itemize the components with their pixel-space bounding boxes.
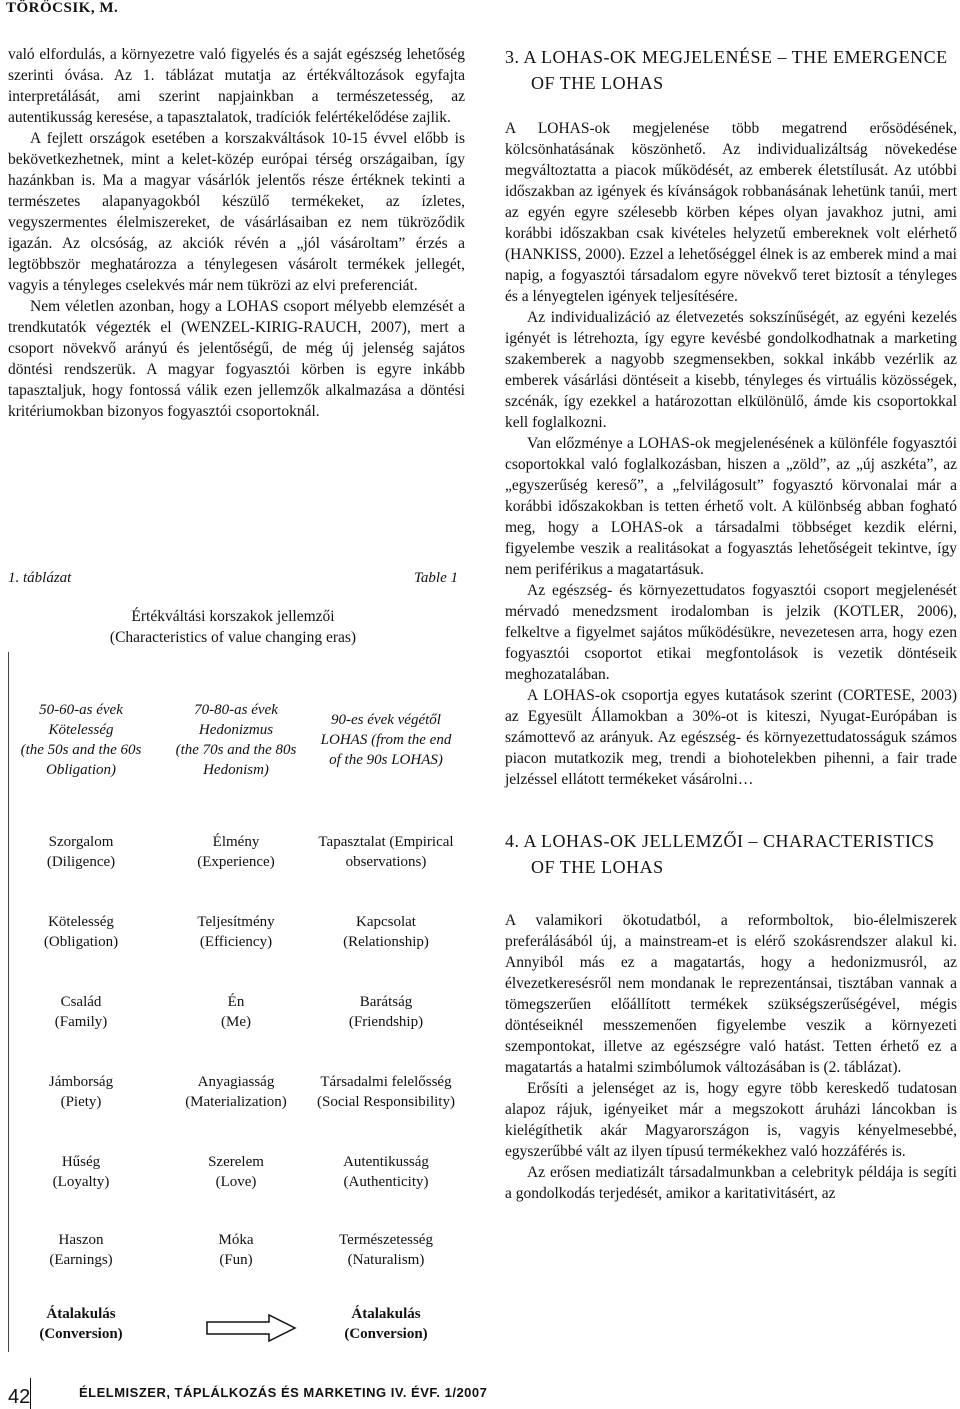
table-cell-line: (Family) [54, 1014, 108, 1030]
table-cell [161, 832, 311, 872]
table-cell [311, 1230, 461, 1270]
table-cell-line: (Social Responsibility) [317, 1094, 455, 1110]
table-cell-line: Jámborság [48, 1074, 114, 1090]
table-cell-line: (Loyalty) [52, 1174, 110, 1190]
table-cell-line: Átalakulás [351, 1306, 421, 1322]
right-column [505, 44, 957, 1204]
table-cell [161, 912, 311, 952]
table-cell-line: (Diligence) [46, 854, 116, 870]
table-cell [311, 912, 461, 952]
table-cell-line: Teljesítmény [197, 914, 275, 930]
table-cell-line: Hűség [61, 1154, 101, 1170]
table-cell-line: (Materialization) [185, 1094, 287, 1110]
page-number: 42 [8, 1386, 31, 1408]
table-header-cell [11, 700, 151, 780]
paragraph: Erősíti a jelenséget az is, hogy egyre több kereskedő tudatosan alapoz rájuk, igényeiket már a megszokott áruházi láncokban is kielégíthetik akár Magyarországon is, vagyis kényelmesebbé, egyszerűbbé vált az ilyen típusú termékekhez való hozzáférés is. [505, 1080, 957, 1160]
table-cell-line: Kapcsolat [356, 914, 416, 930]
table-cell-line: (Efficiency) [199, 934, 273, 950]
table-cell-line: (Obligation) [43, 934, 119, 950]
table-cell-line: Társadalmi felelősség [320, 1074, 452, 1090]
paragraph: A fejlett országok esetében a korszakváltások 10-15 évvel előbb is bekövetkezhetnek, mint a kelet-közép európai térség országaiban, így hazánkban is. Ma a magyar vásárlók jelentős része értéknek tekinti a természetes alapanyagokból készülő termékeket, az ízletes, vegyszermentes élelmiszereket, de vásárlásaiban ez nem tükröződik igazán. Az olcsóság, az akciók révén a „jól vásároltam” érzés a legtöbbször meghatározza a ténylegesen vásárolt termékek jellegét, vagyis a tényleges cselekvés már nem tükrözi az elvi preferenciát. [8, 130, 465, 294]
table-cell [11, 1152, 151, 1192]
paragraph: Az erősen mediatizált társadalmunkban a celebrityk példája is segíti a gondolkodás terjedését, amikor a karitativitásért, az [505, 1164, 957, 1202]
table-header-cell [161, 700, 311, 780]
table-cell-line: 90-es évek végétől [331, 712, 441, 728]
table-cell-line: LOHAS (from the end [320, 732, 452, 748]
footer-divider [30, 1378, 31, 1409]
table-cell-line: Szerelem [208, 1154, 264, 1170]
table-cell-line: (Love) [215, 1174, 257, 1190]
paragraph: Az egészség- és környezettudatos fogyasztói csoport megjelenését mérvadó menedzsment irodalomban is jelzik (KOTLER, 2006), felkeltve a figyelmet sajátos működésükre, nevezetesen arra, hogy ezen fogyasztói csoportot etikai megfontolások is vezetik döntéseik meghozatalában. [505, 582, 957, 683]
paragraph: Az individualizáció az életvezetés sokszínűségét, az egyéni kezelés igényét is létrehozta, így egyre kevésbé gondolkodhatnak a marketing szakemberek a nagyobb szegmensekben, sokkal inkább vezérlik az emberek vásárlási döntéseit a kisebb, tényleges és virtuális közösségek, szcénák, így ezekkel a határozottan elkülönülő, ámde kis csoportokkal kell foglalkozni. [505, 309, 957, 431]
table-cell-line: 70-80-as évek [194, 702, 278, 718]
table-cell-line: observations) [345, 854, 427, 870]
table-cell [161, 1230, 311, 1270]
table-cell-line: Család [60, 994, 102, 1010]
table-cell-line: (Friendship) [348, 1014, 424, 1030]
table-cell-line: Tapasztalat (Empirical [318, 834, 454, 850]
table-cell [11, 1072, 151, 1112]
table-cell-line: Haszon [58, 1232, 104, 1248]
paragraph: Nem véletlen azonban, hogy a LOHAS csoport mélyebb elemzését a trendkutatók végezték el (WENZEL-KIRIG-RAUCH, 2007), mert a csoport növekvő arányú és jelentőségű, de még új jelenség sajátos döntési rendszerük. A magyar fogyasztói körben is egyre inkább tapasztaljuk, hogy fontossá válik ezen jellemzők alkalmazása a döntési kritériumokban bizonyos fogyasztói csoportoknál. [8, 298, 465, 420]
table-cell-line: Hedonism) [203, 762, 269, 778]
table-caption-hu: 1. táblázat [8, 570, 72, 586]
table-cell-line: of the 90s LOHAS) [329, 752, 443, 768]
table-cell-line: Én [227, 994, 245, 1010]
table-cell-line: (Authenticity) [343, 1174, 429, 1190]
table-cell-line: (the 70s and the 80s [175, 742, 297, 758]
table-cell [311, 832, 461, 872]
conversion-arrow-icon [205, 1313, 297, 1343]
table-cell [11, 1230, 151, 1270]
journal-footer: ÉLELMISZER, TÁPLÁLKOZÁS ÉS MARKETING IV. ÉVF. 1/2007 [79, 1385, 488, 1400]
table-caption-en: Table 1 [413, 570, 458, 586]
paragraph: való elfordulás, a környezetre való figyelés és a saját egészség lehetőség szerinti óvása. Az 1. táblázat mutatja az értékváltozások egyfajta interpretálását, ami szerint napjainkban a természetesség, az autentikusság keresése, a tapasztalatok, tradíciók felértékelődése zajlik. [8, 46, 465, 126]
table-cell [11, 992, 151, 1032]
table-cell-line: (Earnings) [49, 1252, 113, 1268]
table-cell-line: (Conversion) [39, 1326, 123, 1342]
table-cell [11, 912, 151, 952]
paragraph: A LOHAS-ok megjelenése több megatrend erősödésének, kölcsönhatásának köszönhető. Az individualizáltság növekedése megváltoztatta a piacok működését, az emberek életstílusát. Az utóbbi időszakban az igények és kívánságok robbanásának lehetünk tanúi, mert az egyén egyre szélesebb körben képes olyan javakhoz jutni, ami korábbi időszakban csak kivételes helyzetű embereknek volt elérhető (HANKISS, 2000). Ezzel a lehetőséggel élnek is az emberek mind a mai napig, a fogyasztói társadalom egyre növekvő teret biztosít a tényleges és a lényegtelen igények teljesítésére. [505, 120, 957, 305]
table-cell-line: (Fun) [219, 1252, 253, 1268]
section-4-title: 4. A LOHAS-OK JELLEMZŐI – CHARACTERISTICS OF THE LOHAS [505, 831, 935, 877]
table-header-cell [311, 710, 461, 770]
table-cell-line: (the 50s and the 60s [20, 742, 142, 758]
table-cell-line: (Piety) [60, 1094, 102, 1110]
conversion-label [311, 1304, 461, 1344]
table-title-en: (Characteristics of value changing eras) [109, 629, 357, 646]
left-column [8, 44, 465, 422]
table-cell-line: (Conversion) [344, 1326, 428, 1342]
table-cell-line: (Experience) [197, 854, 275, 870]
paragraph: A valamikori ökotudatból, a reformboltok, bio-élelmiszerek preferálásából új, a mainstream-et is elérő szokásrendszer alakul ki. Annyiból más ez a magatartás, hogy a hedonizmusról, az élvezetkeresésről nem mondanak le reprezentánsai, tisztában vannak a tömegszerűen előállított termékek szükségszerűségével, mégis döntéseiknél messzemenően figyelembe veszik a környezeti szempontokat, illetve az egészségre való hatást. Tetten érhető ez a magatartás a hatalmi szimbólumok változásában is (2. táblázat). [505, 912, 957, 1076]
table-cell [161, 992, 311, 1032]
table-cell-line: (Naturalism) [347, 1252, 425, 1268]
table-cell-line: Kötelesség [48, 722, 114, 738]
table-cell-line: Kötelesség [48, 914, 114, 930]
table-cell-line: Anyagiasság [197, 1074, 275, 1090]
table-cell [311, 992, 461, 1032]
table-cell [161, 1072, 311, 1112]
section-3-title: 3. A LOHAS-OK MEGJELENÉSE – THE EMERGENCE OF THE LOHAS [505, 47, 948, 93]
table-cell [311, 1072, 461, 1112]
paragraph: Van előzménye a LOHAS-ok megjelenésének a különféle fogyasztói csoportokkal való foglalkozásban, hiszen a „zöld”, az „új aszkéta”, az „egyszerűség kereső”, a „felvilágosult” fogyasztó körvonalai már a korábbi időszakokban is tetten érhető volt. A különbség abban fogható meg, hogy a LOHAS-ok a társadalmi többséget kezdik elérni, figyelembe veszik a realitásokat a fogyasztás lehetőségeit tekintve, így nem periférikus a magatartásuk. [505, 435, 957, 578]
table-cell-line: Természetesség [339, 1232, 433, 1248]
table-cell-line: Autentikusság [343, 1154, 429, 1170]
table-cell-line: Élmény [212, 834, 260, 850]
paragraph: A LOHAS-ok csoportja egyes kutatások szerint (CORTESE, 2003) az Egyesült Államokban a 30%-ot is kiteszi, Nyugat-Európában is számottevő az arányuk. Az egészség- és környezettudatosságuk számos piacon mutatkozik meg, trendi a biohotelekben pihenni, a fair trade jelzéssel ellátott termékeket vásárolni… [505, 687, 957, 788]
table-title-hu: Értékváltási korszakok jellemzői [131, 608, 335, 625]
table-cell-line: (Me) [221, 1014, 251, 1030]
table-cell [311, 1152, 461, 1192]
table-cell-line: Móka [218, 1232, 254, 1248]
table-cell-line: Barátság [359, 994, 413, 1010]
value-eras-table [8, 652, 459, 1352]
table-cell-line: Hedonizmus [198, 722, 274, 738]
table-cell-line: (Relationship) [343, 934, 429, 950]
table-cell-line: Szorgalom [48, 834, 114, 850]
running-header: TÖRŐCSIK, M. [6, 0, 119, 16]
table-cell-line: Átalakulás [46, 1306, 116, 1322]
table-cell [11, 832, 151, 872]
table-cell-line: 50-60-as évek [39, 702, 123, 718]
table-cell [161, 1152, 311, 1192]
table-caption [8, 570, 458, 587]
conversion-label [11, 1304, 151, 1344]
table-cell-line: Obligation) [46, 762, 116, 778]
table-title [8, 606, 458, 648]
